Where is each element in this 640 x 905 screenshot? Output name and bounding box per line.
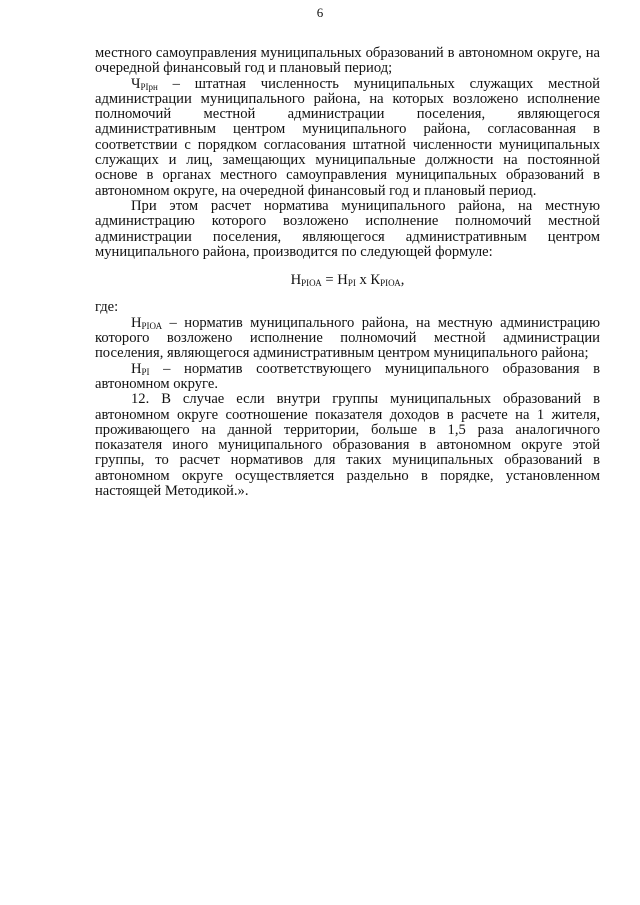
paragraph-definition-n-pioa: [95, 316, 600, 362]
symbol-n-pioa: $Н_{PIОА}$: [131, 314, 163, 331]
paragraph-item-12: 12. В случае если внутри группы муниципальных образований в автономном округе соотношение показателя доходов в расчете на 1 жителя, проживающего на данной территории, больше в 1,5 раза аналогичного показателя иного муниципального образования в автономном округе этой группы, то расчет нормативов для таких муниципальных образований в автономном округе осуществляется раздельно в порядке, установленном настоящей Методикой.».: [95, 391, 600, 500]
definition-n-pioa-text: – норматив муниципального района, на местную администрацию которого возложено исполнение полномочий местной администрации поселения, являющегося административным центром муниципального района;: [95, 314, 600, 362]
paragraph-definition-n-pi: [95, 362, 600, 393]
where-label: где:: [95, 299, 119, 316]
paragraph-continuation: местного самоуправления муниципальных образований в автономном округе, на очередной финансовый год и плановый период;: [95, 45, 600, 77]
document-body: [95, 46, 600, 499]
formula-lhs: $Н_{PIОА}$: [290, 272, 322, 289]
definition-n-pi-text: – норматив соответствующего муниципального образования в автономном округе.: [95, 360, 600, 392]
definition-ch-text: – штатная численность муниципальных служащих местной администрации муниципального района, на которых возложено исполнение полномочий местной администрации поселения, являющегося административным центром муниципального района, согласованная в соответствии с порядком согласования штатной численности муниципальных служащих и лиц, замещающих муниципальные должности на постоянной основе в органах местного самоуправления муниципальных образований в автономном округе, на очередной финансовый год и плановый период.: [95, 75, 600, 199]
symbol-ch-prn: $Ч_{PIрн}$: [131, 75, 158, 92]
page-number: 6: [316, 5, 324, 20]
paragraph-formula-intro: При этом расчет норматива муниципального района, на местную администрацию которого возложено исполнение полномочий местной администрации поселения, являющегося административным центром муниципального района, производится по следующей формуле:: [95, 197, 600, 260]
formula-term-n: $Н_{PI}$: [337, 272, 356, 289]
paragraph-definition-ch: [95, 77, 600, 199]
formula: $Н_{PIОА} = Н_{PI}$ х $К_{PIОА}$,: [290, 272, 405, 289]
symbol-n-pi: $Н_{PI}$: [131, 360, 150, 377]
formula-term-k: $К_{PIОА}$: [370, 272, 401, 289]
